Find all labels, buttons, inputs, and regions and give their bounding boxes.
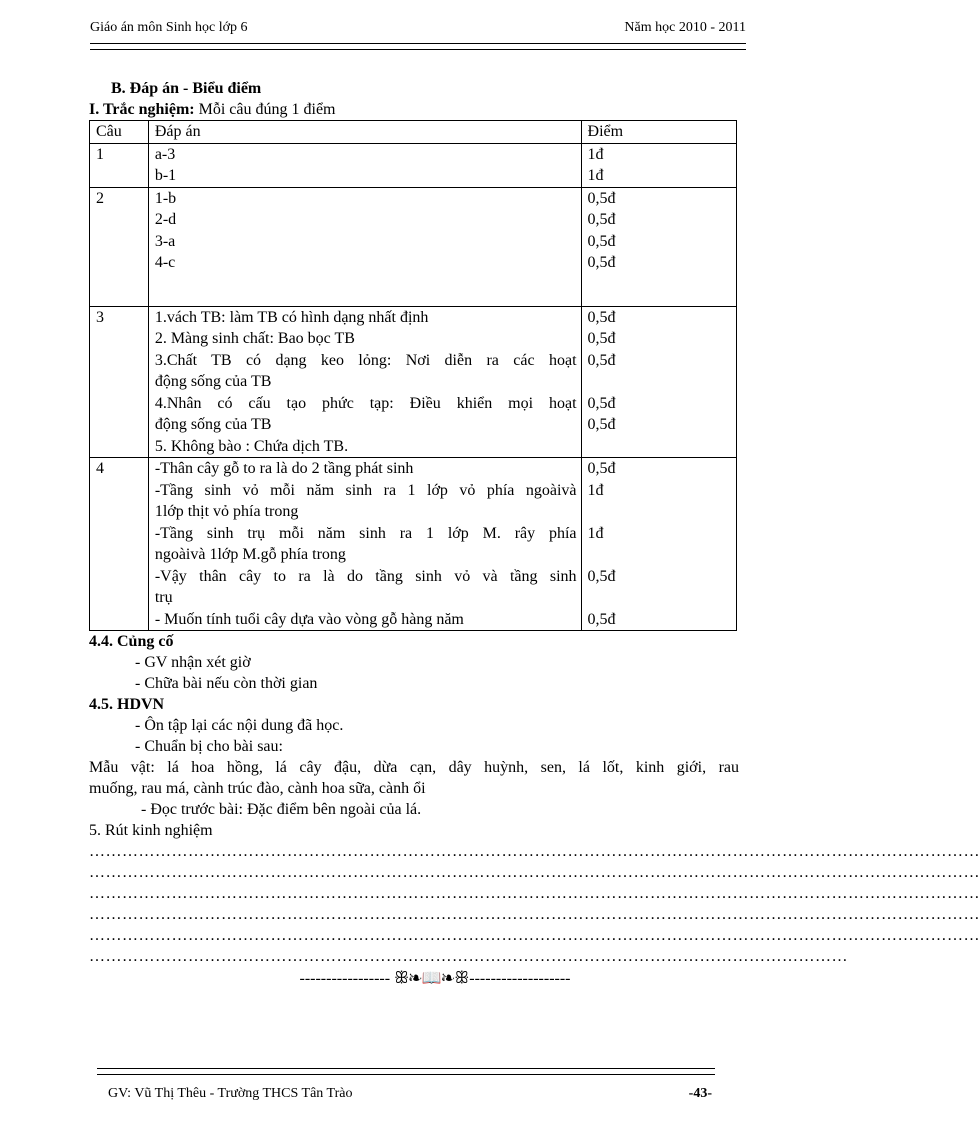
point-line: 0,5đ bbox=[587, 460, 616, 477]
answer-line: 4-c bbox=[154, 254, 176, 271]
s44-item: - Chữa bài nếu còn thời gian bbox=[135, 675, 318, 692]
answer-line: -Vậy thân cây to ra là do tầng sinh vỏ và tầng sinh bbox=[154, 567, 577, 585]
section-b-title: B. Đáp án - Biểu điểm bbox=[111, 80, 262, 97]
point-line: 1đ bbox=[587, 145, 604, 163]
point-line: 0,5đ bbox=[587, 351, 616, 369]
answer-line: 1lớp thịt vỏ phía trong bbox=[154, 503, 299, 520]
answer-line: -Tầng sinh trụ mỗi năm sinh ra 1 lớp M. rây phía bbox=[154, 524, 577, 542]
table-header-row bbox=[90, 121, 737, 144]
answer-line: động sống của TB bbox=[154, 373, 272, 390]
dotted-line: ……………………………………………………………………………………………………………………………………………… bbox=[89, 906, 980, 923]
dotted-line: ………………………………………………………………………………………………………………………… bbox=[89, 948, 848, 965]
dotted-line: ……………………………………………………………………………………………………………………………………………… bbox=[89, 843, 980, 860]
answer-line: trụ bbox=[154, 589, 173, 606]
section-4-5-title: 4.5. HDVN bbox=[89, 696, 165, 713]
dotted-line: ……………………………………………………………………………………………………………………………………………… bbox=[89, 885, 980, 902]
point-line: 0,5đ bbox=[587, 308, 616, 326]
answer-line: a-3 bbox=[154, 145, 176, 163]
section-5-title: 5. Rút kinh nghiệm bbox=[89, 822, 213, 839]
answer-line: -Thân cây gỗ to ra là do 2 tầng phát sinh bbox=[154, 460, 414, 477]
page-number: -43- bbox=[688, 1086, 712, 1101]
answer-line: -Tầng sinh vỏ mỗi năm sinh ra 1 lớp vỏ phía ngoàivà bbox=[154, 481, 577, 499]
answer-line: 2-d bbox=[154, 211, 177, 228]
table-row bbox=[90, 458, 737, 631]
point-line bbox=[588, 371, 732, 393]
table-row bbox=[90, 143, 737, 187]
row-answers bbox=[148, 458, 581, 631]
point-line: 0,5đ bbox=[587, 416, 616, 433]
mau-vat-line-1: Mẫu vật: lá hoa hồng, lá cây đậu, dừa cạn, dây huỳnh, sen, lá lốt, kinh giới, rau bbox=[89, 759, 739, 776]
row-answers bbox=[148, 187, 581, 306]
answer-line: 3.Chất TB có dạng keo lỏng: Nơi diễn ra các hoạt bbox=[154, 351, 577, 369]
page-header bbox=[90, 20, 746, 40]
row-answers bbox=[148, 306, 581, 458]
page-footer bbox=[108, 1086, 712, 1106]
row-points bbox=[581, 143, 736, 187]
header-left: Giáo án môn Sinh học lớp 6 bbox=[90, 20, 248, 35]
answer-line: - Muốn tính tuổi cây dựa vào vòng gỗ hàng năm bbox=[154, 610, 464, 628]
dotted-line: ……………………………………………………………………………………………………………………………………………… bbox=[89, 864, 980, 881]
header-right: Năm học 2010 - 2011 bbox=[624, 20, 746, 35]
footer-left: GV: Vũ Thị Thêu - Trường THCS Tân Trào bbox=[108, 1086, 353, 1101]
ornament-divider: ----------------- ꕥ❧📖❧ꕥ------------------- bbox=[299, 970, 571, 987]
footer-rule bbox=[97, 1068, 715, 1075]
s45-item: - Ôn tập lại các nội dung đã học. bbox=[135, 717, 344, 734]
answer-line: 2. Màng sinh chất: Bao bọc TB bbox=[154, 330, 355, 347]
answer-line: ngoàivà 1lớp M.gỗ phía trong bbox=[154, 546, 346, 563]
point-line bbox=[588, 587, 732, 609]
point-line: 0,5đ bbox=[587, 394, 616, 412]
point-line: 1đ bbox=[587, 481, 604, 499]
point-line: 0,5đ bbox=[587, 189, 616, 207]
answer-table bbox=[89, 120, 737, 631]
answer-line: 4.Nhân có cấu tạo phức tạp: Điều khiển mọi hoạt bbox=[154, 394, 577, 412]
header-dap-an: Đáp án bbox=[148, 121, 581, 144]
doc-truoc-line: - Đọc trước bài: Đặc điểm bên ngoài của lá. bbox=[141, 801, 422, 818]
part1-label: I. Trắc nghiệm: bbox=[89, 101, 195, 118]
s44-item: - GV nhận xét giờ bbox=[135, 654, 251, 671]
header-diem: Điểm bbox=[581, 121, 736, 144]
point-line: 0,5đ bbox=[587, 610, 616, 628]
point-line: 0,5đ bbox=[587, 567, 616, 585]
answer-line: 5. Không bào : Chứa dịch TB. bbox=[154, 437, 349, 455]
point-line: 0,5đ bbox=[587, 232, 616, 250]
row-points bbox=[581, 187, 736, 306]
answer-line: b-1 bbox=[154, 167, 177, 184]
row-answers bbox=[148, 143, 581, 187]
table-row bbox=[90, 306, 737, 458]
answer-line: động sống của TB bbox=[154, 416, 272, 433]
row-cau: 1 bbox=[90, 143, 149, 187]
row-cau: 4 bbox=[90, 458, 149, 631]
point-line: 1đ bbox=[587, 524, 604, 542]
answer-line: 1-b bbox=[154, 189, 177, 207]
s45-item: - Chuẩn bị cho bài sau: bbox=[135, 738, 283, 755]
point-line: 1đ bbox=[587, 167, 604, 184]
point-line: 0,5đ bbox=[587, 254, 616, 271]
table-row bbox=[90, 187, 737, 306]
point-line: 0,5đ bbox=[587, 330, 616, 347]
part1-line bbox=[89, 99, 739, 120]
row-points bbox=[581, 458, 736, 631]
answer-line: 3-a bbox=[154, 232, 176, 250]
section-4-4-title: 4.4. Củng cố bbox=[89, 633, 174, 650]
mau-vat-line-2: muống, rau má, cành trúc đào, cành hoa sữa, cành ổi bbox=[89, 780, 426, 797]
header-rule bbox=[90, 43, 746, 50]
page-content bbox=[89, 78, 980, 989]
point-line bbox=[588, 501, 732, 523]
point-line bbox=[588, 544, 732, 566]
part1-text: Mỗi câu đúng 1 điểm bbox=[194, 101, 336, 118]
answer-line: 1.vách TB: làm TB có hình dạng nhất định bbox=[154, 308, 429, 326]
point-line: 0,5đ bbox=[587, 211, 616, 228]
row-cau: 2 bbox=[90, 187, 149, 306]
row-points bbox=[581, 306, 736, 458]
row-cau: 3 bbox=[90, 306, 149, 458]
dotted-line: ……………………………………………………………………………………………………………………………………………… bbox=[89, 927, 980, 944]
header-cau: Câu bbox=[90, 121, 149, 144]
